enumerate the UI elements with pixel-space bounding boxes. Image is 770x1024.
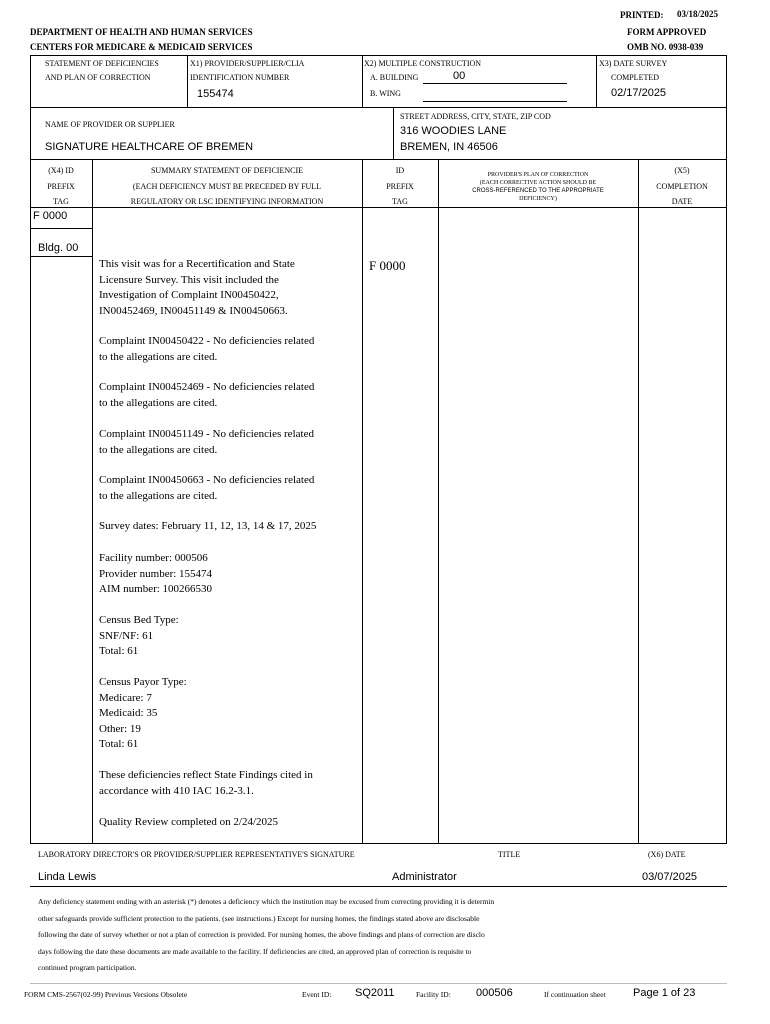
summary-line: Total: 61: [99, 738, 139, 750]
summary-paragraph-2: [99, 334, 314, 365]
date-survey-value: 02/17/2025: [611, 87, 667, 99]
form-approved: FORM APPROVED: [627, 27, 707, 37]
disclaimer-block: [38, 894, 494, 977]
continuation-label: If continuation sheet: [544, 990, 606, 999]
summary-line: Census Payor Type:: [99, 676, 187, 688]
centers-title: CENTERS FOR MEDICARE & MEDICAID SERVICES: [30, 42, 253, 52]
signature-bottom-line: [30, 886, 727, 887]
provider-name-value: SIGNATURE HEALTHCARE OF BREMEN: [45, 141, 254, 153]
summary-line: Investigation of Complaint IN00450422,: [99, 289, 279, 301]
summary-paragraph-3: [99, 380, 314, 411]
facility-id-label: Facility ID:: [416, 990, 451, 999]
disclaimer-line: following the date of survey whether or not a plan of correction is provided. For nursing homes, the above findings and plans of correction are disclo: [38, 930, 485, 939]
form-footer: FORM CMS-2567(02-99) Previous Versions Obsolete: [24, 990, 188, 999]
multiple-construction-label: X2) MULTIPLE CONSTRUCTION: [364, 59, 482, 68]
frame-bottom: [30, 843, 727, 844]
summary-paragraph-9: [99, 675, 187, 753]
title-label: TITLE: [498, 850, 521, 859]
summary-paragraph-5: [99, 473, 314, 504]
row3-bottom: [30, 207, 727, 208]
printed-date: 03/18/2025: [677, 9, 719, 19]
signer-name: Linda Lewis: [38, 871, 97, 883]
summary-line: Complaint IN00450422 - No deficiencies related: [99, 335, 315, 347]
plan-header-3: CROSS-REFERENCED TO THE APPROPRIATE: [472, 188, 604, 194]
summary-line: to the allegations are cited.: [99, 350, 218, 363]
omb-number: OMB NO. 0938-039: [627, 42, 704, 52]
row2-bottom: [30, 159, 727, 160]
frame-right: [726, 55, 727, 843]
bldg-underline: [30, 256, 93, 257]
divider-box2: [362, 55, 363, 107]
address-line1: 316 WOODIES LANE: [400, 125, 507, 137]
summary-header-1: SUMMARY STATEMENT OF DEFICIENCIE: [150, 166, 304, 175]
col-divider-x4: [92, 159, 93, 843]
divider-box1: [187, 55, 188, 107]
summary-line: Complaint IN00452469 - No deficiencies related: [99, 381, 315, 393]
address-line2: BREMEN, IN 46506: [400, 141, 498, 153]
summary-line: Complaint IN00450663 - No deficiencies related: [99, 474, 315, 486]
disclaimer-line: Any deficiency statement ending with an asterisk (*) denotes a deficiency which the institution may be excused from correcting providing it is determin: [38, 897, 495, 906]
summary-line: Census Bed Type:: [99, 614, 179, 626]
plan-header-1: PROVIDER'S PLAN OF CORRECTION: [487, 172, 589, 178]
summary-paragraph-1: [99, 257, 295, 319]
event-id-label: Event ID:: [302, 990, 332, 999]
x5-header-3: DATE: [671, 197, 693, 206]
provider-id-value: 155474: [197, 88, 234, 100]
summary-header-3: REGULATORY OR LSC IDENTIFYING INFORMATION: [130, 197, 324, 206]
id-header-2: PREFIX: [386, 182, 414, 191]
summary-paragraph-8: [99, 613, 179, 660]
id-header-1: ID: [395, 166, 405, 175]
summary-line: IN00452469, IN00451149 & IN00450663.: [99, 304, 288, 317]
id-header-3: TAG: [392, 197, 408, 206]
disclaimer-line: days following the date these documents are made available to the facility. If deficiencies are cited, an approved plan of correction is requisite to: [38, 946, 472, 956]
summary-paragraph-4: [99, 427, 314, 458]
signature-label: LABORATORY DIRECTOR'S OR PROVIDER/SUPPLIER REPRESENTATIVE'S SIGNATURE: [38, 850, 355, 859]
tag-left-underline: [30, 228, 93, 229]
date-survey-label: X3) DATE SURVEY: [599, 59, 668, 68]
statement-label-1: STATEMENT OF DEFICIENCIES: [45, 59, 159, 68]
x4-header-1: (X4) ID: [48, 166, 74, 175]
col-divider-plan: [638, 159, 639, 843]
divider-box3: [596, 55, 597, 107]
wing-underline: [423, 101, 567, 102]
summary-line: AIM number: 100266530: [99, 583, 213, 595]
address-label: STREET ADDRESS, CITY, STATE, ZIP COD: [400, 112, 551, 121]
tag-left: F 0000: [33, 210, 68, 222]
summary-line: Provider number: 155474: [99, 567, 213, 580]
x5-header-2: COMPLETION: [656, 182, 708, 191]
summary-line: Quality Review completed on 2/24/2025: [99, 816, 279, 828]
statement-label-2: AND PLAN OF CORRECTION: [45, 73, 151, 82]
tag-right: F 0000: [369, 258, 406, 273]
disclaimer-line: other safeguards provide sufficient protection to the patients. (see instructions.) Except for nursing homes, the findings stated above are disclosable: [38, 913, 480, 923]
summary-line: These deficiencies reflect State Findings cited in: [99, 769, 313, 781]
summary-line: Facility number: 000506: [99, 552, 208, 564]
building-underline: [423, 83, 567, 84]
event-id-value: SQ2011: [355, 987, 395, 999]
summary-line: to the allegations are cited.: [99, 443, 218, 456]
summary-line: Complaint IN00451149 - No deficiencies related: [99, 428, 314, 440]
disclaimer-line: continued program participation.: [38, 963, 137, 972]
provider-name-label: NAME OF PROVIDER OR SUPPLIER: [45, 120, 175, 129]
col-divider-id: [438, 159, 439, 843]
summary-line: accordance with 410 IAC 16.2-3.1.: [99, 784, 254, 797]
department-title: DEPARTMENT OF HEALTH AND HUMAN SERVICES: [30, 27, 253, 37]
summary-header-2: (EACH DEFICIENCY MUST BE PRECEDED BY FULL: [132, 182, 322, 191]
summary-paragraph-6: [99, 519, 316, 535]
wing-label: B. WING: [370, 89, 401, 98]
summary-line: to the allegations are cited.: [99, 489, 218, 502]
summary-line: Licensure Survey. This visit included the: [99, 273, 279, 286]
summary-line: Medicaid: 35: [99, 707, 158, 719]
summary-paragraph-11: [99, 815, 278, 831]
summary-line: Survey dates: February 11, 12, 13, 14 & 17, 2025: [99, 520, 317, 532]
signer-title: Administrator: [392, 871, 457, 883]
plan-header-2: (EACH CORRECTIVE ACTION SHOULD BE: [479, 180, 597, 186]
x5-header-1: (X5): [674, 166, 690, 175]
summary-line: This visit was for a Recertification and State: [99, 258, 295, 270]
x6-date-label: (X6) DATE: [648, 850, 686, 859]
facility-id-value: 000506: [476, 987, 513, 999]
plan-header-4: DEFICIENCY): [519, 196, 557, 202]
summary-paragraph-10: [99, 768, 313, 799]
col-divider-summary: [362, 159, 363, 843]
printed-label: PRINTED:: [620, 10, 664, 20]
summary-line: Medicare: 7: [99, 691, 152, 704]
x4-header-2: PREFIX: [47, 182, 75, 191]
building-value: 00: [453, 70, 466, 82]
summary-paragraph-7: [99, 551, 212, 598]
summary-line: Total: 61: [99, 645, 139, 657]
provider-id-label-1: X1) PROVIDER/SUPPLIER/CLIA: [190, 59, 305, 68]
page-number: Page 1 of 23: [633, 987, 696, 999]
x4-header-3: TAG: [53, 197, 69, 206]
footer-divider: [30, 983, 727, 984]
provider-id-label-2: IDENTIFICATION NUMBER: [190, 73, 290, 82]
completed-label: COMPLETED: [611, 73, 659, 82]
summary-line: Other: 19: [99, 722, 141, 735]
summary-line: SNF/NF: 61: [99, 629, 154, 642]
frame-top: [30, 55, 727, 56]
signature-date: 03/07/2025: [642, 871, 698, 883]
divider-provider-address: [393, 107, 394, 159]
building-tag: Bldg. 00: [38, 242, 79, 254]
row1-bottom: [30, 107, 727, 108]
building-label: A. BUILDING: [370, 73, 419, 82]
summary-line: to the allegations are cited.: [99, 396, 218, 409]
